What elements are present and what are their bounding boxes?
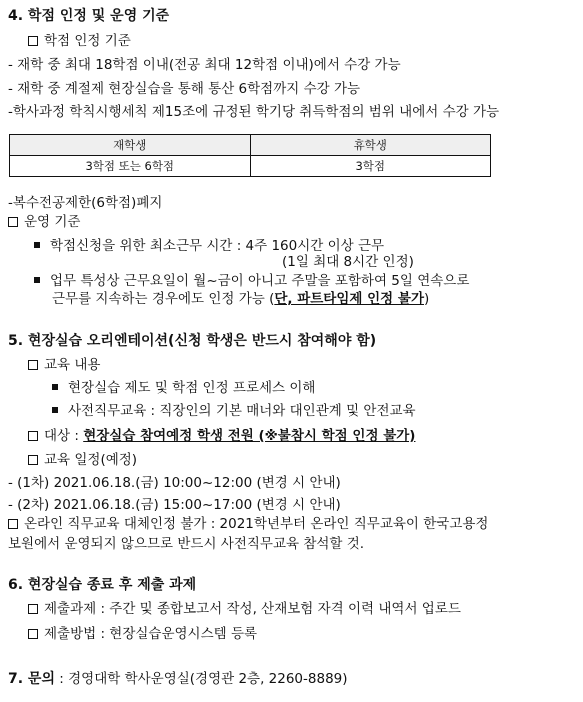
table-cell-enrolled: 3학점 또는 6학점 <box>10 156 251 177</box>
operation-item-2-text: 업무 특성상 근무요일이 월~금이 아니고 주말을 포함하여 5일 연속으로 <box>50 273 470 289</box>
target-value: 현장실습 참여예정 학생 전원 (※불참시 학점 인정 불가) <box>83 428 416 444</box>
online-notice-line-2: 보원에서 운영되지 않으므로 반드시 사전직무교육 참석할 것. <box>8 536 365 552</box>
section-4-title: 4. 학점 인정 및 운영 기준 <box>8 8 170 24</box>
table-header-leave: 휴학생 <box>250 135 491 156</box>
target-line <box>28 426 415 446</box>
credit-table <box>9 134 491 177</box>
section-6-title: 6. 현장실습 종료 후 제출 과제 <box>8 577 197 593</box>
schedule-session-2: - (2차) 2021.06.18.(금) 15:00~17:00 (변경 시 안내) <box>8 497 341 513</box>
operation-label: 운영 기준 <box>24 214 81 230</box>
education-content-heading <box>28 355 100 375</box>
operation-item-1-text: 학점신청을 위한 최소근무 시간 : 4주 160시간 이상 근무 <box>50 238 385 254</box>
checkbox-square-icon <box>28 455 38 465</box>
submission-method-text: 제출방법 : 현장실습운영시스템 등록 <box>44 626 258 642</box>
checkbox-square-icon <box>8 217 18 227</box>
contact-text: : 경영대학 학사운영실(경영관 2층, 2260-8889) <box>54 671 348 687</box>
schedule-label: 교육 일정(예정) <box>44 452 138 468</box>
education-item-2 <box>52 401 416 421</box>
checkbox-square-icon <box>8 519 18 529</box>
operation-item-1-detail: (1일 최대 8시간 인정) <box>282 254 414 270</box>
table-header-enrolled: 재학생 <box>10 135 251 156</box>
education-item-1-text: 현장실습 제도 및 학점 인정 프로세스 이해 <box>68 380 316 396</box>
credit-criteria-heading <box>28 31 131 51</box>
contact-line <box>8 669 348 689</box>
credit-criteria-label: 학점 인정 기준 <box>44 33 131 49</box>
submission-method <box>28 624 257 644</box>
target-label: 대상 : <box>44 428 84 444</box>
operation-heading <box>8 212 80 232</box>
section-5-title: 5. 현장실습 오리엔테이션(신청 학생은 반드시 참여해야 함) <box>8 333 377 349</box>
education-content-label: 교육 내용 <box>44 357 101 373</box>
double-major-note: -복수전공제한(6학점)폐지 <box>8 195 163 211</box>
section-7-title: 7. 문의 <box>8 671 55 687</box>
checkbox-square-icon <box>28 360 38 370</box>
schedule-session-1: - (1차) 2021.06.18.(금) 10:00~12:00 (변경 시 안내) <box>8 475 341 491</box>
checkbox-square-icon <box>28 604 38 614</box>
schedule-heading <box>28 450 137 470</box>
submission-task <box>28 599 461 619</box>
part-time-exclusion: 단, 파트타임제 인정 불가 <box>274 291 424 307</box>
square-bullet-icon <box>52 384 58 390</box>
rule-line-3: -학사과정 학칙시행세칙 제15조에 규정된 학기당 취득학점의 범위 내에서 수강 가능 <box>8 104 500 120</box>
rule-line-1: - 재학 중 최대 18학점 이내(전공 최대 12학점 이내)에서 수강 가능 <box>8 57 401 73</box>
submission-task-text: 제출과제 : 주간 및 종합보고서 작성, 산재보험 자격 이력 내역서 업로드 <box>44 601 461 617</box>
operation-item-2-cont <box>52 289 429 309</box>
checkbox-square-icon <box>28 629 38 639</box>
rule-line-2: - 재학 중 계절제 현장실습을 통해 통산 6학점까지 수강 가능 <box>8 81 361 97</box>
checkbox-square-icon <box>28 36 38 46</box>
closing-paren: ) <box>423 291 430 307</box>
square-bullet-icon <box>34 242 40 248</box>
checkbox-square-icon <box>28 431 38 441</box>
square-bullet-icon <box>52 407 58 413</box>
operation-item-2-cont-text: 근무를 지속하는 경우에도 인정 가능 ( <box>52 291 275 307</box>
table-cell-leave: 3학점 <box>250 156 491 177</box>
square-bullet-icon <box>34 277 40 283</box>
education-item-1 <box>52 378 315 398</box>
online-notice-line-1 <box>8 514 488 534</box>
online-notice-text: 온라인 직무교육 대체인정 불가 : 2021학년부터 온라인 직무교육이 한국고용정 <box>24 516 489 532</box>
operation-item-2 <box>34 271 469 291</box>
education-item-2-text: 사전직무교육 : 직장인의 기본 매너와 대인관계 및 안전교육 <box>68 403 416 419</box>
